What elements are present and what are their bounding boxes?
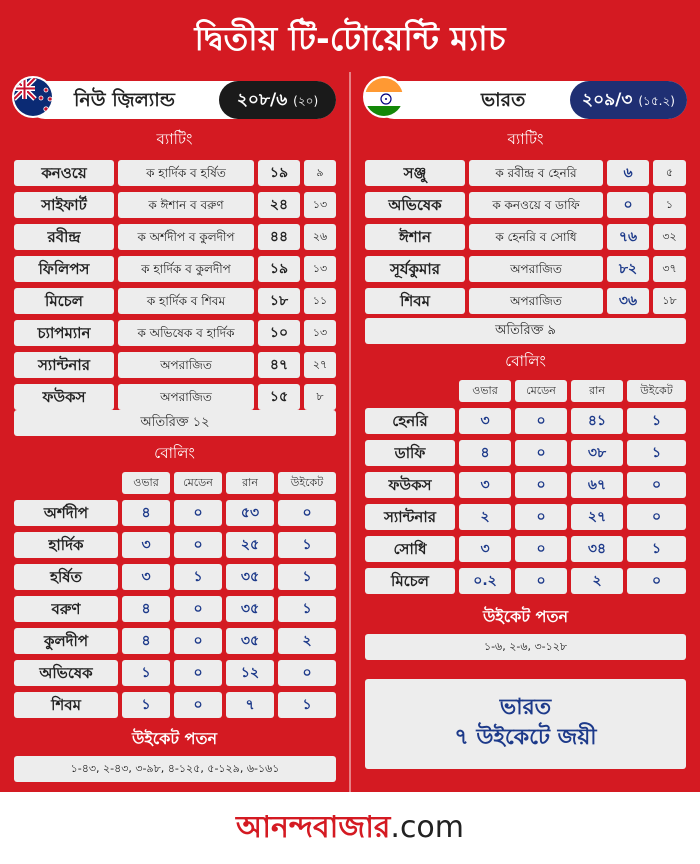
nz-batting-title: ব্যাটিং: [156, 130, 193, 148]
batter-runs: ৪৭: [258, 352, 300, 378]
batting-row: [351, 256, 700, 282]
bowler-overs: ০.২: [459, 568, 511, 594]
bowling-row: [0, 628, 349, 654]
bowling-row: [0, 596, 349, 622]
batting-row: [0, 384, 349, 410]
batter-name: চ্যাপম্যান: [14, 320, 114, 346]
bowler-runs: ৩৮: [571, 440, 623, 466]
bowler-wickets: ১: [278, 596, 336, 622]
batter-runs: ০: [607, 192, 649, 218]
bowler-name: বরুণ: [14, 596, 118, 622]
bowler-wickets: ১: [278, 692, 336, 718]
bowler-name: অভিষেক: [14, 660, 118, 686]
batter-balls: ১৮: [653, 288, 686, 314]
bowler-name: অর্শদীপ: [14, 500, 118, 526]
dismissal: অপরাজিত: [469, 256, 603, 282]
batter-balls: ২৬: [304, 224, 336, 250]
dismissal: ক হার্দিক ব শিবম: [118, 288, 254, 314]
nz-score-runs: ২০৮/৬: [236, 90, 288, 110]
batter-name: ফউকস: [14, 384, 114, 410]
bowler-name: মিচেল: [365, 568, 455, 594]
bowling-row: [351, 408, 700, 434]
batter-name: শিবম: [365, 288, 465, 314]
bowler-name: ফউকস: [365, 472, 455, 498]
dismissal: ক রবীন্দ্র ব হেনরি: [469, 160, 603, 186]
nz-fow-title: উইকেট পতন: [131, 729, 218, 748]
dismissal: ক হার্দিক ব কুলদীপ: [118, 256, 254, 282]
bowler-wickets: ১: [278, 564, 336, 590]
bowler-overs: ৪: [122, 596, 170, 622]
bowler-wickets: ২: [278, 628, 336, 654]
batter-runs: ৩৬: [607, 288, 649, 314]
footer-logo: [0, 792, 700, 864]
dismissal: ক অভিষেক ব হার্দিক: [118, 320, 254, 346]
batting-row: [0, 224, 349, 250]
bowling-row: [351, 440, 700, 466]
india-score-runs: ২০৯/৩: [582, 90, 633, 110]
result-team: ভারত: [499, 695, 552, 720]
bowling-row: [351, 568, 700, 594]
batter-name: ফিলিপস: [14, 256, 114, 282]
batting-row: [351, 224, 700, 250]
nz-fow: ১-৪৩, ২-৪৩, ৩-৯৮, ৪-১২৫, ৫-১২৯, ৬-১৬১: [14, 756, 336, 782]
batter-name: সূর্যকুমার: [365, 256, 465, 282]
bowler-maidens: ০: [515, 568, 567, 594]
nz-extras: অতিরিক্ত ১২: [14, 410, 336, 436]
dismissal: ক হেনরি ব সোধি: [469, 224, 603, 250]
bowling-row: [0, 564, 349, 590]
batter-balls: ১৩: [304, 192, 336, 218]
dismissal: ক কনওয়ে ব ডাফি: [469, 192, 603, 218]
bowler-overs: ১: [122, 660, 170, 686]
bowler-runs: ৭: [226, 692, 274, 718]
batting-row: [351, 160, 700, 186]
nz-bowling-title: বোলিং: [154, 444, 195, 462]
bowler-name: ডাফি: [365, 440, 455, 466]
bowler-maidens: ০: [174, 500, 222, 526]
batter-name: ঈশান: [365, 224, 465, 250]
dismissal: অপরাজিত: [118, 352, 254, 378]
bowling-row: [351, 472, 700, 498]
bowler-overs: ১: [122, 692, 170, 718]
bowler-runs: ৩৫: [226, 596, 274, 622]
bowler-wickets: ০: [627, 504, 686, 530]
result-box: [365, 679, 686, 769]
bowler-name: হার্দিক: [14, 532, 118, 558]
india-score: [570, 81, 687, 119]
india-fow: ১-৬, ২-৬, ৩-১২৮: [365, 634, 686, 660]
batter-name: সাইফার্ট: [14, 192, 114, 218]
nz-team-name: নিউ জ়িল্যান্ড: [74, 89, 175, 111]
bowler-wickets: ১: [627, 440, 686, 466]
bowler-runs: ৩৪: [571, 536, 623, 562]
dismissal: অপরাজিত: [469, 288, 603, 314]
bowler-maidens: ০: [515, 408, 567, 434]
batter-balls: ২৭: [304, 352, 336, 378]
bowler-maidens: ০: [174, 532, 222, 558]
bowler-wickets: ০: [627, 472, 686, 498]
bowler-runs: ৫৩: [226, 500, 274, 526]
bowler-runs: ২৭: [571, 504, 623, 530]
batter-name: স্যান্টনার: [14, 352, 114, 378]
batting-row: [0, 352, 349, 378]
bowler-wickets: ০: [627, 568, 686, 594]
batter-runs: ১৮: [258, 288, 300, 314]
batter-runs: ১৫: [258, 384, 300, 410]
batting-row: [351, 288, 700, 314]
batter-balls: ১৩: [304, 256, 336, 282]
bowler-runs: ২৫: [226, 532, 274, 558]
batter-balls: ৫: [653, 160, 686, 186]
bowler-maidens: ১: [174, 564, 222, 590]
bowler-wickets: ১: [627, 408, 686, 434]
bowler-runs: ৬৭: [571, 472, 623, 498]
bowler-wickets: ০: [278, 500, 336, 526]
batting-row: [351, 192, 700, 218]
bowler-name: স্যান্টনার: [365, 504, 455, 530]
batter-balls: ১১: [304, 288, 336, 314]
bowler-wickets: ১: [627, 536, 686, 562]
bowling-column-header: রান: [226, 472, 274, 494]
batter-runs: ১৯: [258, 256, 300, 282]
bowler-runs: ৩৫: [226, 628, 274, 654]
bowler-name: কুলদীপ: [14, 628, 118, 654]
page-title: দ্বিতীয় টি-টোয়েন্টি ম্যাচ: [194, 19, 506, 58]
batter-balls: ১: [653, 192, 686, 218]
india-extras: অতিরিক্ত ৯: [365, 318, 686, 344]
batting-row: [0, 160, 349, 186]
bowling-row: [0, 500, 349, 526]
bowling-column-header: উইকেট: [278, 472, 336, 494]
bowler-maidens: ০: [515, 440, 567, 466]
bowler-maidens: ০: [515, 472, 567, 498]
bowler-maidens: ০: [174, 660, 222, 686]
batting-row: [0, 256, 349, 282]
india-column: [351, 72, 700, 792]
bowling-header-row: [0, 472, 349, 498]
batter-balls: ৩২: [653, 224, 686, 250]
batter-name: অভিষেক: [365, 192, 465, 218]
batter-balls: ৮: [304, 384, 336, 410]
dismissal: ক অর্শদীপ ব কুলদীপ: [118, 224, 254, 250]
india-flag-icon: [363, 76, 405, 118]
new-zealand-flag-icon: [12, 76, 54, 118]
bowling-row: [0, 692, 349, 718]
bowling-column-header: মেডেন: [515, 380, 567, 402]
batter-balls: ৯: [304, 160, 336, 186]
batter-name: সঞ্জু: [365, 160, 465, 186]
batting-row: [0, 320, 349, 346]
bowler-overs: ৩: [459, 536, 511, 562]
batter-balls: ৩৭: [653, 256, 686, 282]
batter-runs: ৬: [607, 160, 649, 186]
batter-runs: ৪৪: [258, 224, 300, 250]
bowler-maidens: ০: [515, 504, 567, 530]
bowler-name: শিবম: [14, 692, 118, 718]
bowler-overs: ৪: [122, 628, 170, 654]
brand-domain: .com: [390, 810, 465, 845]
bowler-overs: ৪: [122, 500, 170, 526]
bowling-column-header: ওভার: [122, 472, 170, 494]
bowler-overs: ৩: [122, 532, 170, 558]
batter-runs: ১০: [258, 320, 300, 346]
nz-column: [0, 72, 349, 792]
bowling-row: [351, 504, 700, 530]
dismissal: অপরাজিত: [118, 384, 254, 410]
dismissal: ক ঈশান ব বরুণ: [118, 192, 254, 218]
india-team-name: ভারত: [481, 89, 526, 111]
batter-name: রবীন্দ্র: [14, 224, 114, 250]
india-score-overs: (১৫.২): [638, 94, 675, 108]
bowler-overs: ২: [459, 504, 511, 530]
batter-runs: ৮২: [607, 256, 649, 282]
bowler-runs: ৪১: [571, 408, 623, 434]
bowling-row: [0, 532, 349, 558]
bowling-row: [351, 536, 700, 562]
result-margin: ৭ উইকেটে জয়ী: [454, 725, 597, 750]
bowling-row: [0, 660, 349, 686]
batter-name: মিচেল: [14, 288, 114, 314]
bowler-name: হেনরি: [365, 408, 455, 434]
bowler-runs: ২: [571, 568, 623, 594]
india-fow-title: উইকেট পতন: [482, 607, 569, 626]
india-bowling-title: বোলিং: [505, 352, 546, 370]
bowler-maidens: ০: [174, 596, 222, 622]
nz-score-overs: (২০): [293, 94, 319, 108]
bowling-header-row: [351, 380, 700, 406]
bowler-overs: ৩: [459, 408, 511, 434]
batter-name: কনওয়ে: [14, 160, 114, 186]
bowler-runs: ৩৫: [226, 564, 274, 590]
bowler-runs: ১২: [226, 660, 274, 686]
bowler-maidens: ০: [515, 536, 567, 562]
bowler-maidens: ০: [174, 692, 222, 718]
bowling-column-header: রান: [571, 380, 623, 402]
bowler-wickets: ১: [278, 532, 336, 558]
bowler-name: হর্ষিত: [14, 564, 118, 590]
bowler-maidens: ০: [174, 628, 222, 654]
nz-score: [219, 81, 336, 119]
brand-name: আনন্দবাজার: [235, 810, 391, 845]
bowler-name: সোধি: [365, 536, 455, 562]
bowling-column-header: উইকেট: [627, 380, 686, 402]
batting-row: [0, 192, 349, 218]
india-batting-title: ব্যাটিং: [507, 130, 544, 148]
batter-runs: ৭৬: [607, 224, 649, 250]
bowler-overs: ৩: [459, 472, 511, 498]
batter-runs: ১৯: [258, 160, 300, 186]
bowler-overs: ৩: [122, 564, 170, 590]
bowling-column-header: মেডেন: [174, 472, 222, 494]
batter-balls: ১৩: [304, 320, 336, 346]
bowling-column-header: ওভার: [459, 380, 511, 402]
bowler-overs: ৪: [459, 440, 511, 466]
dismissal: ক হার্দিক ব হর্ষিত: [118, 160, 254, 186]
bowler-wickets: ০: [278, 660, 336, 686]
batter-runs: ২৪: [258, 192, 300, 218]
batting-row: [0, 288, 349, 314]
